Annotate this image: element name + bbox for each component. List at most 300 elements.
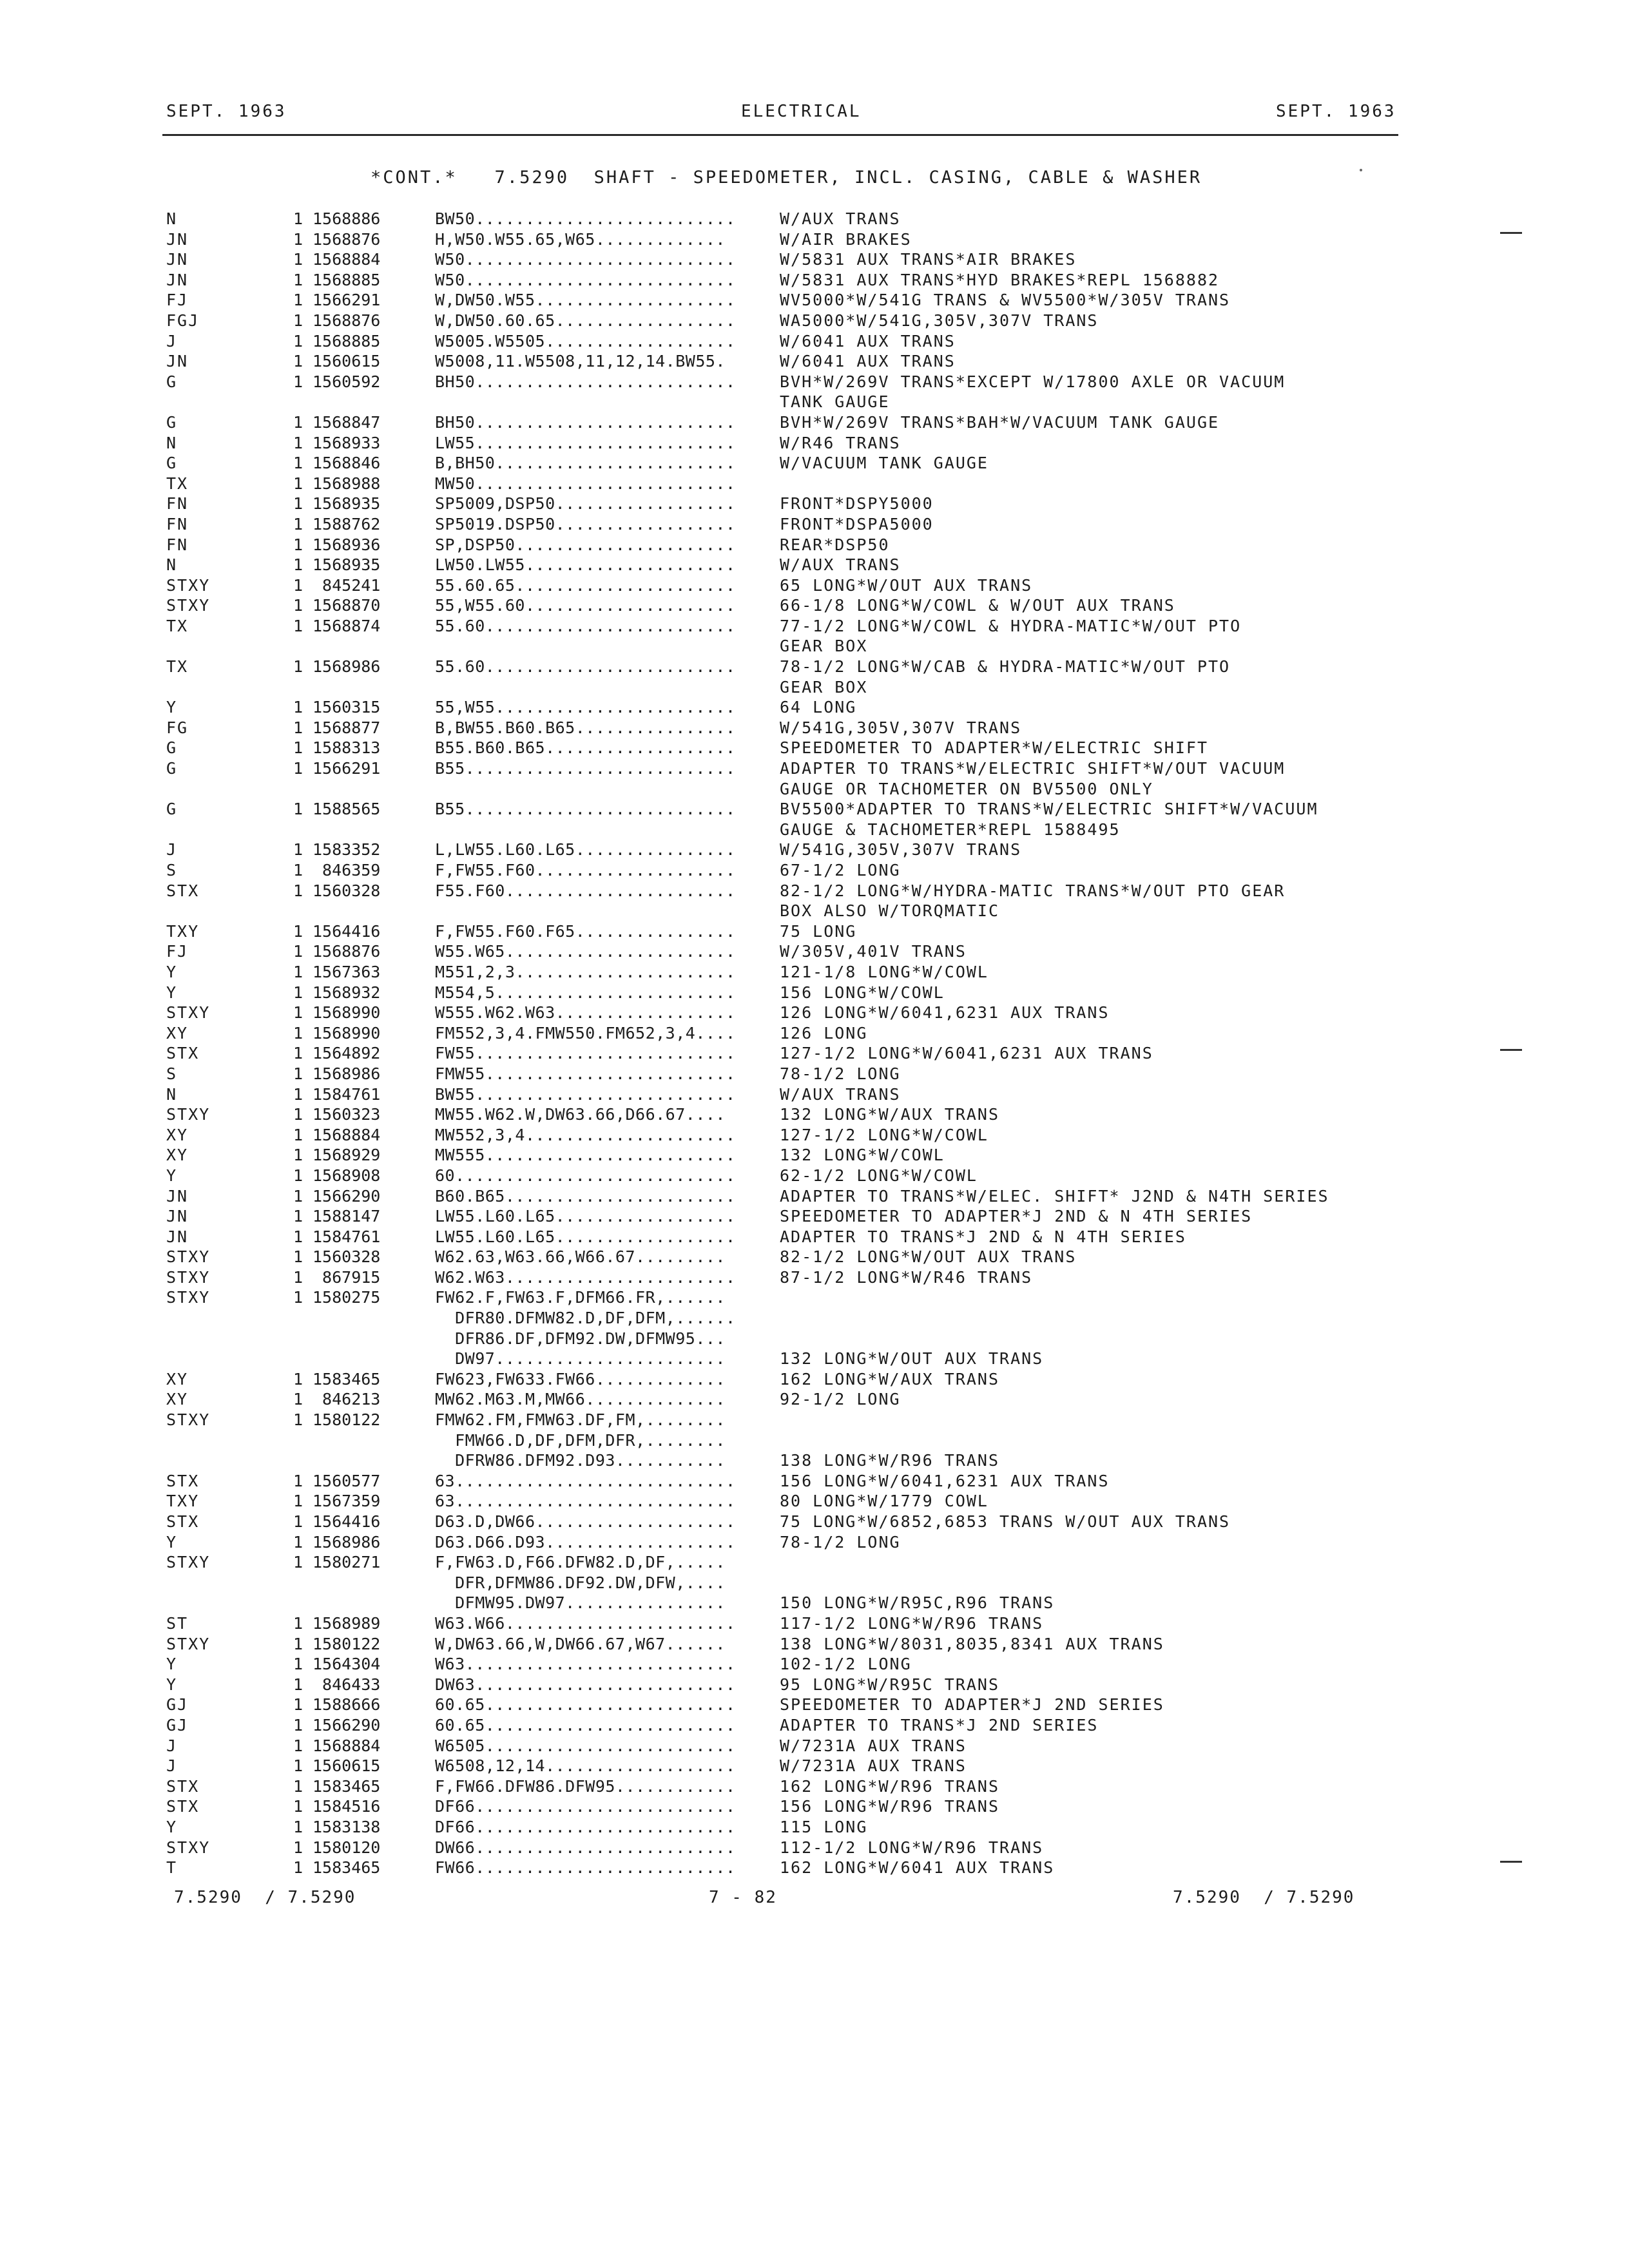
model-code: STXY xyxy=(166,575,211,595)
model-list: W62.W63....................... xyxy=(435,1267,736,1287)
description: 82-1/2 LONG*W/OUT AUX TRANS xyxy=(780,1247,1077,1267)
model-code: TX xyxy=(166,616,189,635)
list-item xyxy=(0,535,1629,555)
model-code: STXY xyxy=(166,596,211,615)
list-item xyxy=(0,1003,1629,1023)
part-number: 1568846 xyxy=(313,454,381,473)
model-list: 55.60.65...................... xyxy=(435,575,736,595)
quantity: 1 xyxy=(293,412,304,432)
model-list: BH50.......................... xyxy=(435,372,736,391)
description: FRONT*DSPY5000 xyxy=(780,494,934,514)
model-code: STXY xyxy=(166,1267,211,1287)
part-number: 1568933 xyxy=(313,433,381,452)
description: 126 LONG*W/6041,6231 AUX TRANS xyxy=(780,1003,1110,1023)
model-code: FJ xyxy=(166,291,189,310)
model-list: FMW55......................... xyxy=(435,1064,736,1083)
quantity: 1 xyxy=(293,433,304,452)
model-code: S xyxy=(166,861,178,879)
model-list: DW97....................... xyxy=(435,1349,726,1369)
model-list: FW623,FW633.FW66............. xyxy=(435,1369,726,1389)
list-item xyxy=(0,270,1629,291)
model-list: W,DW50.60.65.................. xyxy=(435,311,736,330)
list-item xyxy=(0,1858,1629,1878)
list-item xyxy=(0,229,1629,250)
model-code: XY xyxy=(166,1125,189,1144)
quantity: 1 xyxy=(293,942,304,961)
quantity: 1 xyxy=(293,1186,304,1206)
quantity: 1 xyxy=(293,1512,304,1531)
part-number: 1580122 xyxy=(313,1634,381,1653)
part-number: 1568986 xyxy=(313,1064,381,1083)
description: 78-1/2 LONG xyxy=(780,1064,901,1083)
description: 80 LONG*W/1779 COWL xyxy=(780,1492,988,1511)
part-number: 1580271 xyxy=(313,1553,381,1572)
quantity: 1 xyxy=(293,1247,304,1267)
quantity: 1 xyxy=(293,962,304,981)
header-section: ELECTRICAL xyxy=(741,102,862,121)
model-code: G xyxy=(166,372,178,391)
quantity: 1 xyxy=(293,1390,304,1409)
description: 62-1/2 LONG*W/COWL xyxy=(780,1166,978,1185)
quantity: 1 xyxy=(293,1369,304,1389)
list-item xyxy=(0,351,1629,372)
model-code: Y xyxy=(166,1532,178,1552)
model-list: FW62.F,FW63.F,DFM66.FR,...... xyxy=(435,1288,726,1307)
list-item xyxy=(0,1349,1629,1369)
list-item xyxy=(0,1756,1629,1776)
list-item xyxy=(0,1410,1629,1430)
model-code: FGJ xyxy=(166,311,200,330)
list-item xyxy=(0,1838,1629,1858)
description: 162 LONG*W/6041 AUX TRANS xyxy=(780,1858,1055,1878)
list-item xyxy=(0,616,1629,637)
model-list: W62.63,W63.66,W66.67......... xyxy=(435,1247,726,1267)
description: 77-1/2 LONG*W/COWL & HYDRA-MATIC*W/OUT PTO xyxy=(780,616,1242,635)
quantity: 1 xyxy=(293,1410,304,1430)
header-date-left: SEPT. 1963 xyxy=(166,102,287,121)
description: WA5000*W/541G,305V,307V TRANS xyxy=(780,311,1099,330)
model-list: BW50.......................... xyxy=(435,209,736,228)
part-number: 1566290 xyxy=(313,1715,381,1735)
description: 112-1/2 LONG*W/R96 TRANS xyxy=(780,1838,1044,1857)
model-code: TX xyxy=(166,657,189,677)
part-number: 1568847 xyxy=(313,412,381,432)
part-number: 1560323 xyxy=(313,1105,381,1124)
quantity: 1 xyxy=(293,474,304,493)
list-item xyxy=(0,514,1629,535)
part-number: 1568932 xyxy=(313,983,381,1002)
part-number: 1568884 xyxy=(313,1125,381,1144)
description: 138 LONG*W/8031,8035,8341 AUX TRANS xyxy=(780,1634,1164,1653)
list-item xyxy=(0,1247,1629,1267)
list-item xyxy=(0,1715,1629,1736)
model-list: W,DW63.66,W,DW66.67,W67...... xyxy=(435,1634,726,1653)
list-item xyxy=(0,1675,1629,1695)
quantity: 1 xyxy=(293,1736,304,1755)
model-code: Y xyxy=(166,698,178,717)
model-code: STXY xyxy=(166,1553,211,1572)
description: SPEEDOMETER TO ADAPTER*W/ELECTRIC SHIFT xyxy=(780,738,1208,758)
list-item xyxy=(0,1654,1629,1675)
quantity: 1 xyxy=(293,1166,304,1185)
part-number: 1588762 xyxy=(313,514,381,533)
model-list: DFR86.DF,DFM92.DW,DFMW95... xyxy=(435,1329,726,1348)
part-number: 1568988 xyxy=(313,474,381,493)
list-item xyxy=(0,1145,1629,1166)
part-number: 1566291 xyxy=(313,759,381,778)
part-number: 1568990 xyxy=(313,1023,381,1043)
model-code: STXY xyxy=(166,1288,211,1307)
list-item xyxy=(0,1695,1629,1715)
model-list: D63.D66.D93................... xyxy=(435,1532,736,1552)
model-list: B55.B60.B65................... xyxy=(435,738,736,758)
model-list: M551,2,3...................... xyxy=(435,962,736,981)
part-number: 1584516 xyxy=(313,1797,381,1816)
description: BVH*W/269V TRANS*BAH*W/VACUUM TANK GAUGE xyxy=(780,412,1220,432)
model-code: N xyxy=(166,433,178,452)
description: WV5000*W/541G TRANS & WV5500*W/305V TRANS xyxy=(780,291,1231,310)
model-list: W55.W65....................... xyxy=(435,942,736,961)
list-item xyxy=(0,840,1629,860)
model-code: STX xyxy=(166,1512,200,1531)
part-number: 1568876 xyxy=(313,942,381,961)
model-code: G xyxy=(166,412,178,432)
part-number: 1580275 xyxy=(313,1288,381,1307)
model-code: FJ xyxy=(166,942,189,961)
model-code: GJ xyxy=(166,1695,189,1715)
model-code: N xyxy=(166,1084,178,1104)
quantity: 1 xyxy=(293,555,304,575)
model-code: FN xyxy=(166,535,189,554)
list-item xyxy=(0,1084,1629,1105)
list-item xyxy=(0,1491,1629,1512)
list-item xyxy=(0,331,1629,352)
part-number: 1588565 xyxy=(313,800,381,819)
model-list: F,FW63.D,F66.DFW82.D,DF,..... xyxy=(435,1553,726,1572)
list-item xyxy=(0,555,1629,575)
part-number: 846359 xyxy=(313,861,381,879)
description: 75 LONG xyxy=(780,921,857,941)
part-number: 1564892 xyxy=(313,1044,381,1063)
list-item xyxy=(0,962,1629,983)
description: W/7231A AUX TRANS xyxy=(780,1736,967,1755)
part-number: 1584761 xyxy=(313,1084,381,1104)
model-list: MW62.M63.M,MW66.............. xyxy=(435,1390,726,1409)
model-code: GJ xyxy=(166,1715,189,1735)
model-code: Y xyxy=(166,1675,178,1694)
model-code: Y xyxy=(166,1655,178,1674)
quantity: 1 xyxy=(293,270,304,289)
part-number: 867915 xyxy=(313,1267,381,1287)
model-code: G xyxy=(166,738,178,758)
model-list: W555.W62.W63.................. xyxy=(435,1003,736,1023)
quantity: 1 xyxy=(293,209,304,228)
quantity: 1 xyxy=(293,1858,304,1878)
list-item xyxy=(0,1369,1629,1390)
model-code: T xyxy=(166,1858,178,1878)
model-code: G xyxy=(166,454,178,473)
part-number: 1580122 xyxy=(313,1410,381,1430)
model-list: LW55.L60.L65.................. xyxy=(435,1227,736,1246)
model-code: TX xyxy=(166,474,189,493)
quantity: 1 xyxy=(293,352,304,371)
model-list: W6505......................... xyxy=(435,1736,736,1755)
part-number: 1568886 xyxy=(313,209,381,228)
quantity: 1 xyxy=(293,1288,304,1307)
list-item xyxy=(0,1125,1629,1146)
model-code: Y xyxy=(166,983,178,1002)
description: REAR*DSP50 xyxy=(780,535,890,554)
model-list: L,LW55.L60.L65................ xyxy=(435,840,736,860)
description: 132 LONG*W/COWL xyxy=(780,1146,945,1165)
quantity: 1 xyxy=(293,250,304,269)
list-item xyxy=(0,494,1629,514)
part-number: 1564416 xyxy=(313,921,381,941)
quantity: 1 xyxy=(293,1105,304,1124)
list-item xyxy=(0,1776,1629,1797)
quantity: 1 xyxy=(293,229,304,249)
quantity: 1 xyxy=(293,840,304,860)
quantity: 1 xyxy=(293,921,304,941)
model-list: W6508,12,14................... xyxy=(435,1756,736,1776)
part-number: 1566290 xyxy=(313,1186,381,1206)
list-item xyxy=(0,860,1629,881)
list-item xyxy=(0,657,1629,677)
model-code: STXY xyxy=(166,1003,211,1023)
list-item xyxy=(0,1512,1629,1532)
list-item xyxy=(0,453,1629,474)
model-list: DFR80.DFMW82.D,DF,DFM,...... xyxy=(435,1309,736,1328)
quantity: 1 xyxy=(293,983,304,1002)
list-item xyxy=(0,1817,1629,1838)
quantity: 1 xyxy=(293,1797,304,1816)
model-code: JN xyxy=(166,1227,189,1246)
description: 95 LONG*W/R95C TRANS xyxy=(780,1675,1000,1694)
model-list: W63........................... xyxy=(435,1655,736,1674)
quantity: 1 xyxy=(293,1125,304,1144)
model-list: MW55.W62.W,DW63.66,D66.67.... xyxy=(435,1105,726,1124)
part-number: 1568935 xyxy=(313,555,381,575)
quantity: 1 xyxy=(293,1655,304,1674)
list-item xyxy=(0,718,1629,738)
model-code: JN xyxy=(166,270,189,289)
list-item xyxy=(0,983,1629,1003)
part-number: 1564304 xyxy=(313,1655,381,1674)
model-list: MW50.......................... xyxy=(435,474,736,493)
model-code: G xyxy=(166,800,178,819)
description: W/6041 AUX TRANS xyxy=(780,352,956,371)
model-list: B55........................... xyxy=(435,800,736,819)
part-number: 1568908 xyxy=(313,1166,381,1185)
description: GAUGE OR TACHOMETER ON BV5500 ONLY xyxy=(780,779,1153,798)
list-item xyxy=(0,921,1629,942)
part-number: 1583138 xyxy=(313,1817,381,1836)
description: W/AUX TRANS xyxy=(780,555,901,575)
model-code: JN xyxy=(166,352,189,371)
description: W/541G,305V,307V TRANS xyxy=(780,840,1022,860)
model-list: 55,W55........................ xyxy=(435,698,736,717)
part-number: 1584761 xyxy=(313,1227,381,1246)
model-list: 55,W55.60..................... xyxy=(435,596,736,615)
model-list: DF66.......................... xyxy=(435,1817,736,1836)
list-item xyxy=(0,738,1629,758)
quantity: 1 xyxy=(293,372,304,391)
description: 67-1/2 LONG xyxy=(780,861,901,879)
quantity: 1 xyxy=(293,331,304,351)
part-number: 1560328 xyxy=(313,1247,381,1267)
list-item xyxy=(0,412,1629,433)
list-item xyxy=(0,1430,1629,1451)
model-code: JN xyxy=(166,229,189,249)
quantity: 1 xyxy=(293,861,304,879)
model-list: B55........................... xyxy=(435,759,736,778)
description: ADAPTER TO TRANS*W/ELEC. SHIFT* J2ND & N4TH SERIES xyxy=(780,1186,1329,1206)
description: 121-1/8 LONG*W/COWL xyxy=(780,962,988,981)
model-code: XY xyxy=(166,1390,189,1409)
quantity: 1 xyxy=(293,1023,304,1043)
quantity: 1 xyxy=(293,1756,304,1776)
quantity: 1 xyxy=(293,1695,304,1715)
model-code: STX xyxy=(166,1471,200,1490)
footer-ref-left: 7.5290 / 7.5290 xyxy=(174,1888,356,1907)
description: 127-1/2 LONG*W/6041,6231 AUX TRANS xyxy=(780,1044,1153,1063)
model-code: JN xyxy=(166,1186,189,1206)
model-list: 60............................ xyxy=(435,1166,736,1185)
model-code: STXY xyxy=(166,1247,211,1267)
quantity: 1 xyxy=(293,1146,304,1165)
description: 92-1/2 LONG xyxy=(780,1390,901,1409)
model-list: 63............................ xyxy=(435,1471,736,1490)
description: W/5831 AUX TRANS*HYD BRAKES*REPL 1568882 xyxy=(780,270,1220,289)
quantity: 1 xyxy=(293,881,304,900)
description: W/305V,401V TRANS xyxy=(780,942,967,961)
part-number: 1567363 xyxy=(313,962,381,981)
part-number: 1568870 xyxy=(313,596,381,615)
quantity: 1 xyxy=(293,1044,304,1063)
part-number: 1583465 xyxy=(313,1858,381,1878)
part-number: 1583465 xyxy=(313,1776,381,1796)
quantity: 1 xyxy=(293,698,304,717)
part-number: 1564416 xyxy=(313,1512,381,1531)
description: 66-1/8 LONG*W/COWL & W/OUT AUX TRANS xyxy=(780,596,1175,615)
model-code: ST xyxy=(166,1613,189,1633)
description: GEAR BOX xyxy=(780,637,868,656)
model-code: XY xyxy=(166,1369,189,1389)
header-rule xyxy=(162,134,1398,136)
model-list: F55.F60....................... xyxy=(435,881,736,900)
description: SPEEDOMETER TO ADAPTER*J 2ND & N 4TH SERIES xyxy=(780,1207,1253,1226)
description: ADAPTER TO TRANS*J 2ND SERIES xyxy=(780,1715,1099,1735)
part-number: 846433 xyxy=(313,1675,381,1694)
list-item xyxy=(0,1227,1629,1247)
part-number: 1568989 xyxy=(313,1613,381,1633)
model-list: FMW66.D,DF,DFM,DFR,........ xyxy=(435,1430,726,1450)
list-item xyxy=(0,758,1629,779)
quantity: 1 xyxy=(293,1776,304,1796)
description: 78-1/2 LONG xyxy=(780,1532,901,1552)
list-item xyxy=(0,1389,1629,1410)
description: 156 LONG*W/R96 TRANS xyxy=(780,1797,1000,1816)
model-list: B60.B65....................... xyxy=(435,1186,736,1206)
list-item xyxy=(0,392,1629,412)
quantity: 1 xyxy=(293,718,304,737)
model-list: FW55.......................... xyxy=(435,1044,736,1063)
list-item xyxy=(0,1308,1629,1329)
model-list: W5008,11.W5508,11,12,14.BW55. xyxy=(435,352,726,371)
quantity: 1 xyxy=(293,759,304,778)
margin-mark xyxy=(1500,1049,1522,1051)
list-item xyxy=(0,290,1629,311)
header-date-right: SEPT. 1963 xyxy=(1276,102,1396,121)
description: ADAPTER TO TRANS*W/ELECTRIC SHIFT*W/OUT VACUUM xyxy=(780,759,1286,778)
description: 117-1/2 LONG*W/R96 TRANS xyxy=(780,1613,1044,1633)
model-list: B,BH50........................ xyxy=(435,454,736,473)
list-item xyxy=(0,1043,1629,1064)
model-list: LW50.LW55..................... xyxy=(435,555,736,575)
quantity: 1 xyxy=(293,1207,304,1226)
model-code: Y xyxy=(166,1817,178,1836)
quantity: 1 xyxy=(293,1532,304,1552)
model-list: DFMW95.DW97................ xyxy=(435,1593,726,1613)
model-list: F,FW55.F60.F65................ xyxy=(435,921,736,941)
part-number: 1583352 xyxy=(313,840,381,860)
list-item xyxy=(0,1267,1629,1288)
quantity: 1 xyxy=(293,1675,304,1694)
model-list: B,BW55.B60.B65................ xyxy=(435,718,736,737)
description: 75 LONG*W/6852,6853 TRANS W/OUT AUX TRANS xyxy=(780,1512,1231,1531)
part-number: 1560615 xyxy=(313,1756,381,1776)
quantity: 1 xyxy=(293,1838,304,1857)
description: 102-1/2 LONG xyxy=(780,1655,912,1674)
list-item xyxy=(0,677,1629,698)
list-item xyxy=(0,779,1629,800)
description: W/R46 TRANS xyxy=(780,433,901,452)
model-code: JN xyxy=(166,250,189,269)
description: ADAPTER TO TRANS*J 2ND & N 4TH SERIES xyxy=(780,1227,1186,1246)
model-code: J xyxy=(166,1736,178,1755)
model-code: STX xyxy=(166,1776,200,1796)
description: GEAR BOX xyxy=(780,677,868,697)
part-number: 1560592 xyxy=(313,372,381,391)
description: 82-1/2 LONG*W/HYDRA-MATIC TRANS*W/OUT PTO GEAR xyxy=(780,881,1286,900)
model-code: TXY xyxy=(166,1492,200,1511)
scan-speck xyxy=(1360,169,1362,171)
quantity: 1 xyxy=(293,1003,304,1023)
list-item xyxy=(0,433,1629,454)
footer-page-number: 7 - 82 xyxy=(709,1888,777,1907)
model-code: XY xyxy=(166,1146,189,1165)
quantity: 1 xyxy=(293,1817,304,1836)
list-item xyxy=(0,1186,1629,1207)
part-number: 1568990 xyxy=(313,1003,381,1023)
part-number: 1560577 xyxy=(313,1471,381,1490)
model-list: W50........................... xyxy=(435,250,736,269)
quantity: 1 xyxy=(293,657,304,677)
footer-ref-right: 7.5290 / 7.5290 xyxy=(1173,1888,1355,1907)
part-number: 1568935 xyxy=(313,494,381,514)
part-number: 1568986 xyxy=(313,1532,381,1552)
part-number: 1568884 xyxy=(313,250,381,269)
description: 64 LONG xyxy=(780,698,857,717)
model-list: 63............................ xyxy=(435,1492,736,1511)
description: W/7231A AUX TRANS xyxy=(780,1756,967,1776)
quantity: 1 xyxy=(293,1267,304,1287)
model-code: STXY xyxy=(166,1105,211,1124)
model-code: FN xyxy=(166,494,189,514)
list-item xyxy=(0,311,1629,331)
list-item xyxy=(0,881,1629,901)
model-list: 55.60......................... xyxy=(435,657,736,677)
